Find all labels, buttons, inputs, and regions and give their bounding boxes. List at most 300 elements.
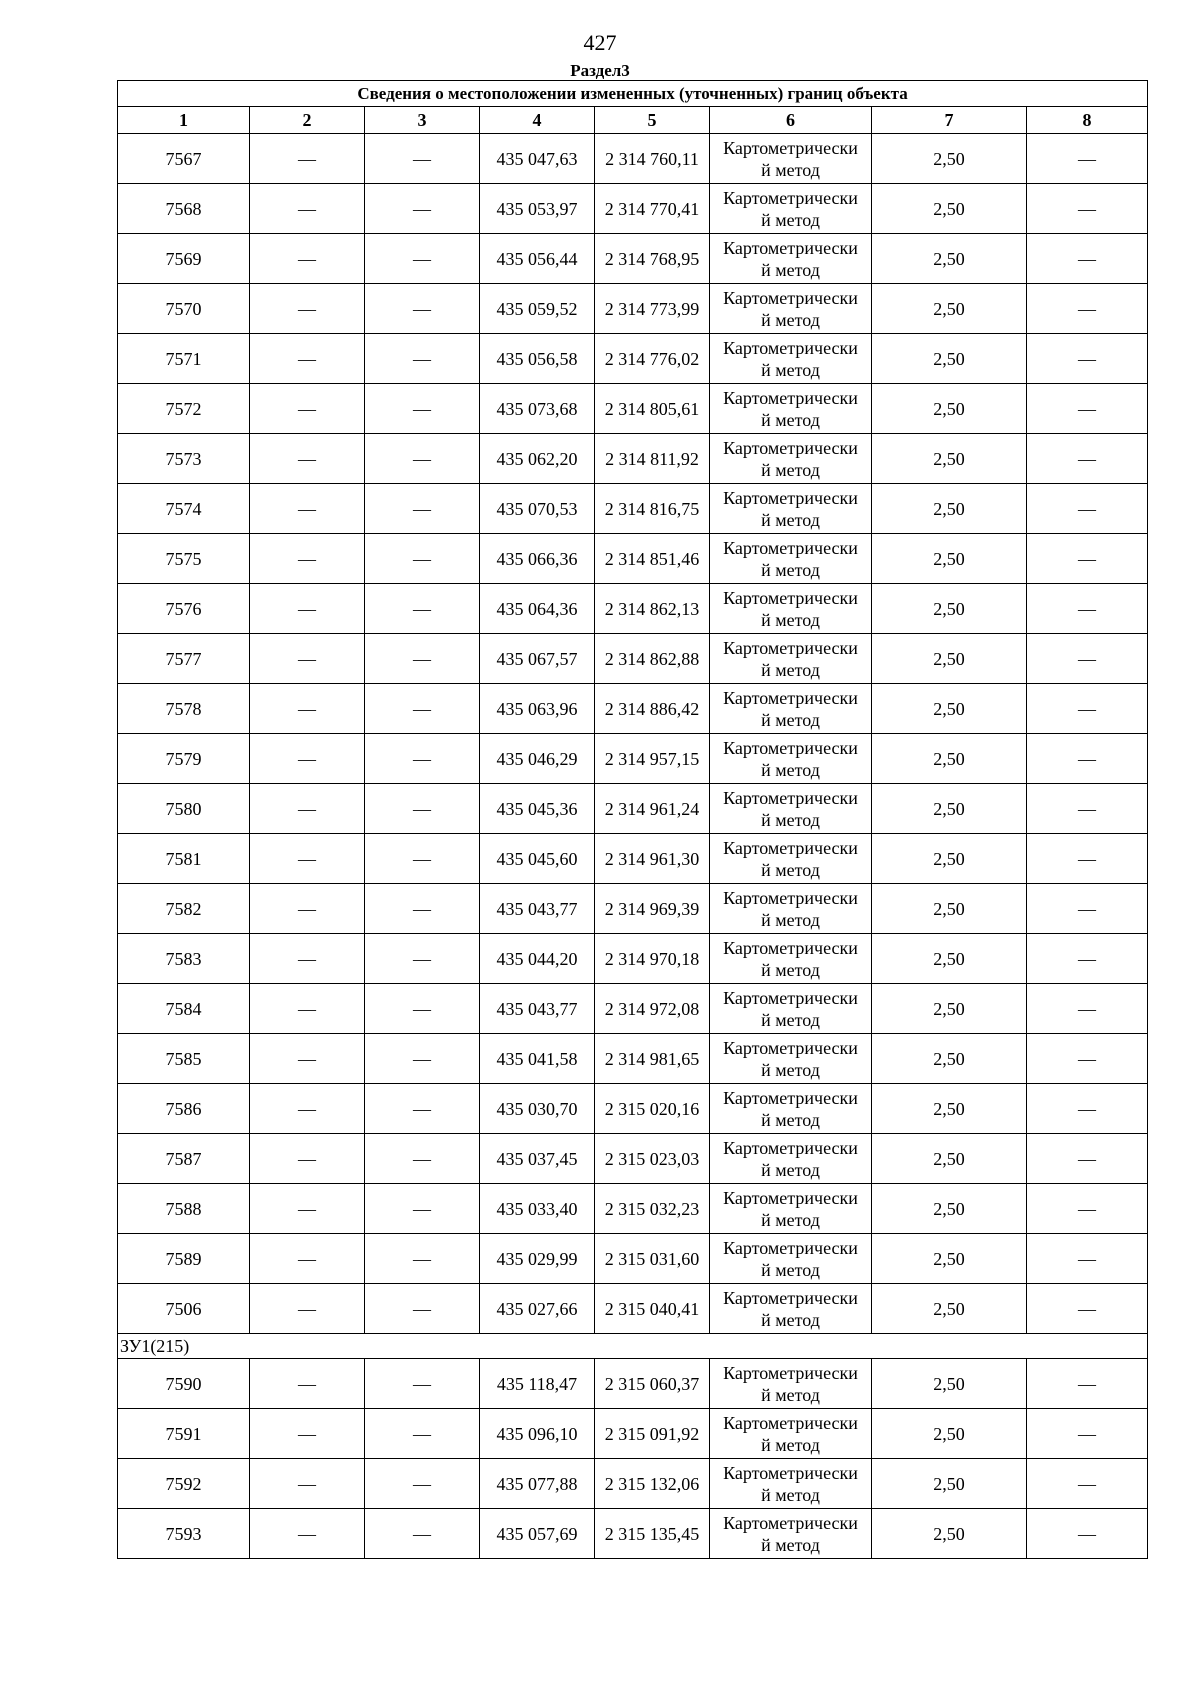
accuracy-cell: 2,50 (872, 234, 1027, 284)
x-coordinate-cell: 435 041,58 (480, 1034, 595, 1084)
group-row (118, 1334, 1148, 1359)
empty-cell: — (1027, 134, 1148, 184)
empty-cell: — (250, 184, 365, 234)
x-coordinate-cell: 435 029,99 (480, 1234, 595, 1284)
empty-cell: — (1027, 784, 1148, 834)
method-line-1: Картометрически (723, 1037, 858, 1058)
method-line-2: й метод (761, 1259, 820, 1280)
method-line-2: й метод (761, 1434, 820, 1455)
method-cell (710, 334, 872, 384)
method-line-2: й метод (761, 1384, 820, 1405)
table-row (118, 1409, 1148, 1459)
y-coordinate-cell: 2 314 972,08 (595, 984, 710, 1034)
empty-cell: — (365, 984, 480, 1034)
y-coordinate-cell: 2 315 020,16 (595, 1084, 710, 1134)
column-number-row (118, 107, 1148, 134)
method-line-2: й метод (761, 1209, 820, 1230)
empty-cell: — (365, 1284, 480, 1334)
table-row (118, 534, 1148, 584)
empty-cell: — (365, 634, 480, 684)
point-number-cell: 7587 (118, 1134, 250, 1184)
page-number: 427 (583, 30, 617, 55)
coordinates-table (117, 80, 1148, 1559)
empty-cell: — (365, 684, 480, 734)
empty-cell: — (1027, 434, 1148, 484)
method-cell (710, 884, 872, 934)
method-line-2: й метод (761, 1009, 820, 1030)
empty-cell: — (365, 1359, 480, 1409)
method-line-2: й метод (761, 909, 820, 930)
method-line-1: Картометрически (723, 1512, 858, 1533)
table-row (118, 384, 1148, 434)
method-cell (710, 1084, 872, 1134)
empty-cell: — (1027, 1409, 1148, 1459)
accuracy-cell: 2,50 (872, 134, 1027, 184)
x-coordinate-cell: 435 027,66 (480, 1284, 595, 1334)
method-line-1: Картометрически (723, 437, 858, 458)
accuracy-cell: 2,50 (872, 1034, 1027, 1084)
point-number-cell: 7578 (118, 684, 250, 734)
table-row (118, 1184, 1148, 1234)
method-cell (710, 784, 872, 834)
method-cell (710, 434, 872, 484)
point-number-cell: 7590 (118, 1359, 250, 1409)
x-coordinate-cell: 435 056,58 (480, 334, 595, 384)
empty-cell: — (365, 1184, 480, 1234)
y-coordinate-cell: 2 315 135,45 (595, 1509, 710, 1559)
accuracy-cell: 2,50 (872, 284, 1027, 334)
accuracy-cell: 2,50 (872, 584, 1027, 634)
x-coordinate-cell: 435 077,88 (480, 1459, 595, 1509)
x-coordinate-cell: 435 045,36 (480, 784, 595, 834)
method-line-1: Картометрически (723, 1287, 858, 1308)
empty-cell: — (365, 284, 480, 334)
empty-cell: — (1027, 984, 1148, 1034)
point-number-cell: 7580 (118, 784, 250, 834)
method-line-1: Картометрически (723, 1412, 858, 1433)
empty-cell: — (250, 1084, 365, 1134)
empty-cell: — (250, 1359, 365, 1409)
method-line-1: Картометрически (723, 1087, 858, 1108)
y-coordinate-cell: 2 314 961,24 (595, 784, 710, 834)
accuracy-cell: 2,50 (872, 1234, 1027, 1284)
point-number-cell: 7582 (118, 884, 250, 934)
y-coordinate-cell: 2 315 060,37 (595, 1359, 710, 1409)
point-number-cell: 7568 (118, 184, 250, 234)
point-number-cell: 7593 (118, 1509, 250, 1559)
method-line-2: й метод (761, 659, 820, 680)
table-caption: Сведения о местоположении измененных (уточненных) границ объекта (118, 81, 1148, 107)
point-number-cell: 7585 (118, 1034, 250, 1084)
y-coordinate-cell: 2 314 851,46 (595, 534, 710, 584)
y-coordinate-cell: 2 314 970,18 (595, 934, 710, 984)
accuracy-cell: 2,50 (872, 734, 1027, 784)
point-number-cell: 7591 (118, 1409, 250, 1459)
method-line-1: Картометрически (723, 637, 858, 658)
table-row (118, 1234, 1148, 1284)
method-cell (710, 534, 872, 584)
empty-cell: — (250, 134, 365, 184)
point-number-cell: 7583 (118, 934, 250, 984)
method-line-1: Картометрически (723, 537, 858, 558)
accuracy-cell: 2,50 (872, 1459, 1027, 1509)
column-header: 7 (872, 107, 1027, 134)
empty-cell: — (250, 984, 365, 1034)
method-line-2: й метод (761, 509, 820, 530)
empty-cell: — (365, 384, 480, 434)
empty-cell: — (1027, 1459, 1148, 1509)
empty-cell: — (250, 784, 365, 834)
table-row (118, 1509, 1148, 1559)
method-line-1: Картометрически (723, 1237, 858, 1258)
point-number-cell: 7570 (118, 284, 250, 334)
method-line-2: й метод (761, 159, 820, 180)
empty-cell: — (250, 1034, 365, 1084)
empty-cell: — (250, 1134, 365, 1184)
method-line-2: й метод (761, 1484, 820, 1505)
method-cell (710, 184, 872, 234)
method-cell (710, 1134, 872, 1184)
empty-cell: — (365, 1509, 480, 1559)
table-row (118, 584, 1148, 634)
empty-cell: — (250, 584, 365, 634)
method-line-2: й метод (761, 309, 820, 330)
table-row (118, 284, 1148, 334)
method-line-1: Картометрически (723, 237, 858, 258)
method-line-2: й метод (761, 809, 820, 830)
empty-cell: — (250, 384, 365, 434)
y-coordinate-cell: 2 314 811,92 (595, 434, 710, 484)
point-number-cell: 7584 (118, 984, 250, 1034)
empty-cell: — (250, 234, 365, 284)
accuracy-cell: 2,50 (872, 1359, 1027, 1409)
table-row (118, 1459, 1148, 1509)
empty-cell: — (1027, 284, 1148, 334)
method-line-2: й метод (761, 709, 820, 730)
accuracy-cell: 2,50 (872, 884, 1027, 934)
empty-cell: — (365, 1459, 480, 1509)
empty-cell: — (365, 1084, 480, 1134)
method-line-1: Картометрически (723, 837, 858, 858)
point-number-cell: 7569 (118, 234, 250, 284)
empty-cell: — (1027, 834, 1148, 884)
empty-cell: — (365, 1234, 480, 1284)
y-coordinate-cell: 2 314 760,11 (595, 134, 710, 184)
point-number-cell: 7572 (118, 384, 250, 434)
empty-cell: — (250, 1459, 365, 1509)
accuracy-cell: 2,50 (872, 984, 1027, 1034)
accuracy-cell: 2,50 (872, 784, 1027, 834)
x-coordinate-cell: 435 067,57 (480, 634, 595, 684)
method-cell (710, 284, 872, 334)
y-coordinate-cell: 2 315 132,06 (595, 1459, 710, 1509)
point-number-cell: 7506 (118, 1284, 250, 1334)
method-cell (710, 834, 872, 884)
y-coordinate-cell: 2 314 768,95 (595, 234, 710, 284)
table-row (118, 1134, 1148, 1184)
table-row (118, 184, 1148, 234)
empty-cell: — (1027, 184, 1148, 234)
empty-cell: — (365, 434, 480, 484)
y-coordinate-cell: 2 314 961,30 (595, 834, 710, 884)
empty-cell: — (1027, 384, 1148, 434)
empty-cell: — (1027, 534, 1148, 584)
empty-cell: — (250, 834, 365, 884)
empty-cell: — (365, 1409, 480, 1459)
x-coordinate-cell: 435 073,68 (480, 384, 595, 434)
table-row (118, 784, 1148, 834)
point-number-cell: 7586 (118, 1084, 250, 1134)
method-line-1: Картометрически (723, 337, 858, 358)
method-cell (710, 684, 872, 734)
accuracy-cell: 2,50 (872, 384, 1027, 434)
method-line-2: й метод (761, 409, 820, 430)
method-cell (710, 1459, 872, 1509)
accuracy-cell: 2,50 (872, 1084, 1027, 1134)
y-coordinate-cell: 2 314 805,61 (595, 384, 710, 434)
column-header: 5 (595, 107, 710, 134)
empty-cell: — (1027, 884, 1148, 934)
method-line-2: й метод (761, 559, 820, 580)
x-coordinate-cell: 435 043,77 (480, 884, 595, 934)
x-coordinate-cell: 435 064,36 (480, 584, 595, 634)
x-coordinate-cell: 435 045,60 (480, 834, 595, 884)
empty-cell: — (250, 534, 365, 584)
method-line-1: Картометрически (723, 187, 858, 208)
empty-cell: — (1027, 1084, 1148, 1134)
empty-cell: — (250, 884, 365, 934)
column-header: 2 (250, 107, 365, 134)
method-line-1: Картометрически (723, 737, 858, 758)
empty-cell: — (250, 734, 365, 784)
method-line-1: Картометрически (723, 387, 858, 408)
empty-cell: — (250, 284, 365, 334)
method-cell (710, 584, 872, 634)
empty-cell: — (365, 184, 480, 234)
x-coordinate-cell: 435 118,47 (480, 1359, 595, 1409)
empty-cell: — (365, 1034, 480, 1084)
empty-cell: — (365, 584, 480, 634)
method-cell (710, 634, 872, 684)
empty-cell: — (1027, 734, 1148, 784)
point-number-cell: 7567 (118, 134, 250, 184)
table-row (118, 1034, 1148, 1084)
x-coordinate-cell: 435 057,69 (480, 1509, 595, 1559)
empty-cell: — (365, 334, 480, 384)
y-coordinate-cell: 2 314 770,41 (595, 184, 710, 234)
column-header: 1 (118, 107, 250, 134)
accuracy-cell: 2,50 (872, 534, 1027, 584)
method-line-2: й метод (761, 1309, 820, 1330)
empty-cell: — (365, 834, 480, 884)
table-row (118, 734, 1148, 784)
table-row (118, 484, 1148, 534)
method-line-1: Картометрически (723, 1137, 858, 1158)
empty-cell: — (365, 234, 480, 284)
method-cell (710, 734, 872, 784)
column-header: 6 (710, 107, 872, 134)
section-title: Раздел3 (570, 61, 630, 80)
method-line-1: Картометрически (723, 587, 858, 608)
empty-cell: — (1027, 1184, 1148, 1234)
column-header: 8 (1027, 107, 1148, 134)
y-coordinate-cell: 2 315 032,23 (595, 1184, 710, 1234)
x-coordinate-cell: 435 056,44 (480, 234, 595, 284)
method-cell (710, 934, 872, 984)
y-coordinate-cell: 2 315 023,03 (595, 1134, 710, 1184)
accuracy-cell: 2,50 (872, 1284, 1027, 1334)
y-coordinate-cell: 2 315 031,60 (595, 1234, 710, 1284)
x-coordinate-cell: 435 066,36 (480, 534, 595, 584)
point-number-cell: 7589 (118, 1234, 250, 1284)
x-coordinate-cell: 435 033,40 (480, 1184, 595, 1234)
point-number-cell: 7579 (118, 734, 250, 784)
table-row (118, 134, 1148, 184)
x-coordinate-cell: 435 096,10 (480, 1409, 595, 1459)
method-line-1: Картометрически (723, 937, 858, 958)
empty-cell: — (1027, 1034, 1148, 1084)
method-line-2: й метод (761, 1534, 820, 1555)
method-cell (710, 384, 872, 434)
method-line-1: Картометрически (723, 687, 858, 708)
empty-cell: — (250, 1409, 365, 1459)
y-coordinate-cell: 2 314 981,65 (595, 1034, 710, 1084)
accuracy-cell: 2,50 (872, 184, 1027, 234)
group-label: ЗУ1(215) (118, 1334, 1148, 1359)
empty-cell: — (250, 334, 365, 384)
table-row (118, 334, 1148, 384)
method-line-2: й метод (761, 459, 820, 480)
method-cell (710, 1184, 872, 1234)
empty-cell: — (365, 934, 480, 984)
point-number-cell: 7577 (118, 634, 250, 684)
method-line-2: й метод (761, 209, 820, 230)
method-line-1: Картометрически (723, 887, 858, 908)
accuracy-cell: 2,50 (872, 834, 1027, 884)
method-line-1: Картометрически (723, 1462, 858, 1483)
method-line-2: й метод (761, 859, 820, 880)
x-coordinate-cell: 435 047,63 (480, 134, 595, 184)
empty-cell: — (1027, 1284, 1148, 1334)
method-line-2: й метод (761, 1159, 820, 1180)
point-number-cell: 7581 (118, 834, 250, 884)
empty-cell: — (365, 534, 480, 584)
point-number-cell: 7592 (118, 1459, 250, 1509)
x-coordinate-cell: 435 046,29 (480, 734, 595, 784)
table-row (118, 934, 1148, 984)
accuracy-cell: 2,50 (872, 1509, 1027, 1559)
empty-cell: — (1027, 584, 1148, 634)
empty-cell: — (365, 884, 480, 934)
point-number-cell: 7576 (118, 584, 250, 634)
empty-cell: — (250, 684, 365, 734)
table-row (118, 834, 1148, 884)
method-line-2: й метод (761, 759, 820, 780)
accuracy-cell: 2,50 (872, 1134, 1027, 1184)
method-cell (710, 1359, 872, 1409)
empty-cell: — (250, 934, 365, 984)
accuracy-cell: 2,50 (872, 434, 1027, 484)
empty-cell: — (365, 134, 480, 184)
empty-cell: — (1027, 334, 1148, 384)
y-coordinate-cell: 2 314 969,39 (595, 884, 710, 934)
method-line-1: Картометрически (723, 1362, 858, 1383)
x-coordinate-cell: 435 044,20 (480, 934, 595, 984)
table-row (118, 434, 1148, 484)
method-line-2: й метод (761, 259, 820, 280)
x-coordinate-cell: 435 059,52 (480, 284, 595, 334)
x-coordinate-cell: 435 053,97 (480, 184, 595, 234)
y-coordinate-cell: 2 314 862,88 (595, 634, 710, 684)
method-line-2: й метод (761, 1109, 820, 1130)
point-number-cell: 7571 (118, 334, 250, 384)
method-cell (710, 234, 872, 284)
method-cell (710, 1509, 872, 1559)
column-header: 4 (480, 107, 595, 134)
empty-cell: — (250, 1509, 365, 1559)
accuracy-cell: 2,50 (872, 334, 1027, 384)
empty-cell: — (365, 484, 480, 534)
empty-cell: — (250, 1234, 365, 1284)
empty-cell: — (1027, 634, 1148, 684)
method-cell (710, 1034, 872, 1084)
empty-cell: — (365, 784, 480, 834)
x-coordinate-cell: 435 030,70 (480, 1084, 595, 1134)
y-coordinate-cell: 2 314 776,02 (595, 334, 710, 384)
method-line-1: Картометрически (723, 1187, 858, 1208)
empty-cell: — (1027, 1234, 1148, 1284)
method-line-1: Картометрически (723, 287, 858, 308)
empty-cell: — (1027, 484, 1148, 534)
method-cell (710, 1284, 872, 1334)
table-row (118, 1284, 1148, 1334)
accuracy-cell: 2,50 (872, 684, 1027, 734)
empty-cell: — (365, 1134, 480, 1184)
x-coordinate-cell: 435 063,96 (480, 684, 595, 734)
point-number-cell: 7588 (118, 1184, 250, 1234)
empty-cell: — (1027, 934, 1148, 984)
method-line-1: Картометрически (723, 787, 858, 808)
method-cell (710, 1409, 872, 1459)
table-row (118, 234, 1148, 284)
y-coordinate-cell: 2 314 886,42 (595, 684, 710, 734)
empty-cell: — (250, 434, 365, 484)
x-coordinate-cell: 435 070,53 (480, 484, 595, 534)
method-cell (710, 484, 872, 534)
empty-cell: — (250, 484, 365, 534)
method-line-2: й метод (761, 1059, 820, 1080)
empty-cell: — (1027, 684, 1148, 734)
accuracy-cell: 2,50 (872, 484, 1027, 534)
empty-cell: — (1027, 1134, 1148, 1184)
table-row (118, 984, 1148, 1034)
accuracy-cell: 2,50 (872, 934, 1027, 984)
table-row (118, 684, 1148, 734)
table-row (118, 884, 1148, 934)
point-number-cell: 7575 (118, 534, 250, 584)
method-line-2: й метод (761, 609, 820, 630)
method-line-1: Картометрически (723, 487, 858, 508)
y-coordinate-cell: 2 314 816,75 (595, 484, 710, 534)
x-coordinate-cell: 435 043,77 (480, 984, 595, 1034)
empty-cell: — (250, 1184, 365, 1234)
x-coordinate-cell: 435 062,20 (480, 434, 595, 484)
accuracy-cell: 2,50 (872, 1184, 1027, 1234)
y-coordinate-cell: 2 314 862,13 (595, 584, 710, 634)
method-cell (710, 984, 872, 1034)
column-header: 3 (365, 107, 480, 134)
y-coordinate-cell: 2 314 957,15 (595, 734, 710, 784)
